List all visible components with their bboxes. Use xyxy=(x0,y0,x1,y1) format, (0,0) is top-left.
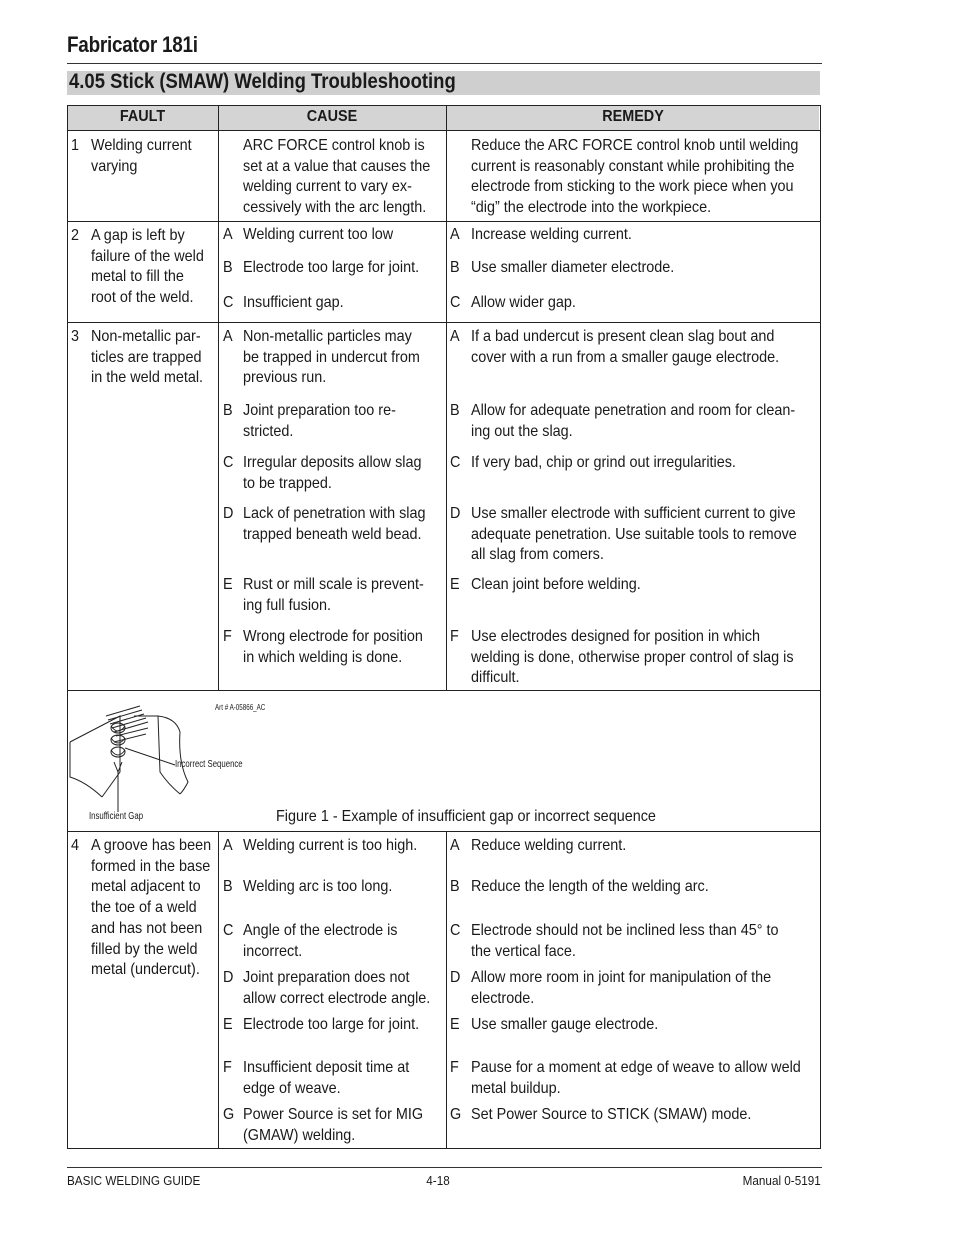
remedy-text: the vertical face. xyxy=(471,942,576,960)
cause-letter: E xyxy=(223,1016,233,1033)
cause-letter: C xyxy=(223,454,234,471)
cause-text: in which welding is done. xyxy=(243,648,403,666)
remedy-letter: C xyxy=(450,922,461,939)
cause-letter: E xyxy=(223,576,233,593)
cause-text: Welding current is too high. xyxy=(243,837,418,854)
cause-text: welding current to vary ex- xyxy=(243,178,412,196)
table-column-rule xyxy=(446,831,447,1149)
remedy-text: Reduce welding current. xyxy=(471,837,627,854)
table-column-rule xyxy=(218,105,219,691)
remedy-letter: G xyxy=(450,1106,462,1123)
fault-description: Non-metallic par- xyxy=(91,328,201,345)
cause-text: Electrode too large for joint. xyxy=(243,1016,420,1033)
figure-caption: Figure 1 - Example of insufficient gap or incorrect sequence xyxy=(276,808,656,825)
fault-description: in the weld metal. xyxy=(91,369,204,387)
cause-letter: D xyxy=(223,505,234,522)
cause-text: Insufficient deposit time at xyxy=(243,1059,410,1076)
remedy-text: Set Power Source to STICK (SMAW) mode. xyxy=(471,1106,752,1123)
remedy-text: current is reasonably constant while prohibiting the xyxy=(471,157,795,175)
cause-text: (GMAW) welding. xyxy=(243,1126,356,1144)
cause-letter: C xyxy=(223,922,234,939)
remedy-text: Use smaller gauge electrode. xyxy=(471,1016,659,1033)
fault-description: A gap is left by xyxy=(91,227,185,244)
remedy-text: welding is done, otherwise proper control of slag is xyxy=(471,648,794,666)
remedy-text: Increase welding current. xyxy=(471,226,632,243)
figure-label-insufficient-gap: Insufficient Gap xyxy=(89,811,144,822)
remedy-text: If a bad undercut is present clean slag bout and xyxy=(471,328,775,345)
table-column-rule xyxy=(218,831,219,1149)
remedy-text: Use electrodes designed for position in which xyxy=(471,628,760,645)
remedy-text: Allow wider gap. xyxy=(471,294,576,311)
product-title: Fabricator 181i xyxy=(67,32,198,57)
remedy-text: Pause for a moment at edge of weave to allow weld xyxy=(471,1059,801,1076)
cause-text: Power Source is set for MIG xyxy=(243,1106,424,1123)
fault-number: 4 xyxy=(71,837,80,854)
cause-text: Electrode too large for joint. xyxy=(243,259,420,276)
remedy-text: Reduce the ARC FORCE control knob until welding xyxy=(471,137,799,154)
footer-left: BASIC WELDING GUIDE xyxy=(67,1173,201,1188)
cause-text: stricted. xyxy=(243,422,294,440)
cause-text: ARC FORCE control knob is xyxy=(243,137,425,154)
table-rule xyxy=(67,130,821,131)
cause-text: Irregular deposits allow slag xyxy=(243,454,422,471)
cause-text: previous run. xyxy=(243,369,327,387)
remedy-text: Clean joint before welding. xyxy=(471,576,641,593)
footer-page-number: 4-18 xyxy=(426,1173,450,1188)
footer-divider xyxy=(67,1167,822,1168)
remedy-letter: D xyxy=(450,505,461,522)
cause-letter: C xyxy=(223,294,234,311)
fault-description: A groove has been xyxy=(91,837,212,854)
cause-text: Welding arc is too long. xyxy=(243,878,393,895)
remedy-letter: A xyxy=(450,328,460,345)
table-rule xyxy=(67,322,821,323)
fault-description: formed in the base xyxy=(91,857,211,875)
cause-text: allow correct electrode angle. xyxy=(243,989,431,1007)
cause-text: be trapped in undercut from xyxy=(243,348,420,366)
cause-text: Angle of the electrode is xyxy=(243,922,398,939)
remedy-letter: F xyxy=(450,1059,459,1076)
table-column-rule xyxy=(67,105,68,1149)
cause-text: edge of weave. xyxy=(243,1079,341,1097)
remedy-text: Use smaller diameter electrode. xyxy=(471,259,675,276)
table-column-rule xyxy=(446,105,447,691)
cause-letter: B xyxy=(223,402,233,419)
remedy-letter: E xyxy=(450,576,460,593)
table-rule xyxy=(67,105,821,106)
remedy-text: Use smaller electrode with sufficient current to give xyxy=(471,505,796,522)
fault-description: ticles are trapped xyxy=(91,348,202,366)
fault-description: metal adjacent to xyxy=(91,878,201,896)
cause-text: set at a value that causes the xyxy=(243,157,431,175)
cause-letter: A xyxy=(223,328,233,345)
table-rule xyxy=(67,831,821,832)
remedy-text: If very bad, chip or grind out irregularities. xyxy=(471,454,736,471)
weld-joint-illustration xyxy=(68,702,268,812)
fault-description: metal to fill the xyxy=(91,268,184,286)
remedy-text: ing out the slag. xyxy=(471,422,573,440)
cause-text: incorrect. xyxy=(243,942,303,960)
cause-text: Rust or mill scale is prevent- xyxy=(243,576,424,593)
cause-letter: B xyxy=(223,259,233,276)
remedy-letter: D xyxy=(450,969,461,986)
cause-text: Joint preparation too re- xyxy=(243,402,396,419)
fault-number: 2 xyxy=(71,227,80,244)
fault-number: 1 xyxy=(71,137,80,154)
remedy-text: “dig” the electrode into the workpiece. xyxy=(471,199,712,217)
fault-number: 3 xyxy=(71,328,80,345)
cause-text: Insufficient gap. xyxy=(243,294,344,311)
remedy-text: Allow for adequate penetration and room for clean- xyxy=(471,402,796,419)
cause-letter: B xyxy=(223,878,233,895)
table-rule xyxy=(67,1148,821,1149)
remedy-text: metal buildup. xyxy=(471,1079,561,1097)
remedy-letter: B xyxy=(450,878,460,895)
figure-art-number: Art # A-05866_AC xyxy=(215,703,266,712)
cause-text: to be trapped. xyxy=(243,474,332,492)
section-title: 4.05 Stick (SMAW) Welding Troubleshooting xyxy=(69,70,456,93)
fault-description: the toe of a weld xyxy=(91,899,197,917)
remedy-text: Reduce the length of the welding arc. xyxy=(471,878,709,895)
remedy-text: Allow more room in joint for manipulation of the xyxy=(471,969,772,986)
cause-text: Wrong electrode for position xyxy=(243,628,423,645)
fault-description: and has not been xyxy=(91,919,203,937)
column-header: CAUSE xyxy=(306,108,358,125)
footer-right: Manual 0-5191 xyxy=(742,1173,821,1188)
remedy-letter: B xyxy=(450,259,460,276)
cause-letter: G xyxy=(223,1106,235,1123)
remedy-letter: B xyxy=(450,402,460,419)
column-header: FAULT xyxy=(119,108,166,125)
fault-description: metal (undercut). xyxy=(91,961,200,979)
cause-text: trapped beneath weld bead. xyxy=(243,525,422,543)
cause-letter: A xyxy=(223,226,233,243)
cause-text: Lack of penetration with slag xyxy=(243,505,426,522)
fault-description: root of the weld. xyxy=(91,289,194,307)
table-rule xyxy=(67,221,821,222)
remedy-text: adequate penetration. Use suitable tools to remove xyxy=(471,525,797,543)
title-divider xyxy=(67,63,822,64)
figure-label-incorrect-sequence: Incorrect Sequence xyxy=(175,759,243,770)
cause-letter: F xyxy=(223,1059,232,1076)
remedy-text: cover with a run from a smaller gauge electrode. xyxy=(471,348,780,366)
cause-letter: D xyxy=(223,969,234,986)
remedy-letter: F xyxy=(450,628,459,645)
cause-text: cessively with the arc length. xyxy=(243,199,427,217)
fault-description: Welding current xyxy=(91,137,192,154)
fault-description: filled by the weld xyxy=(91,940,198,958)
remedy-letter: E xyxy=(450,1016,460,1033)
remedy-text: electrode from sticking to the work piece when you xyxy=(471,178,794,196)
cause-letter: A xyxy=(223,837,233,854)
remedy-text: difficult. xyxy=(471,669,520,687)
table-rule xyxy=(67,690,821,691)
cause-text: Welding current too low xyxy=(243,226,394,243)
fault-description: varying xyxy=(91,157,138,175)
table-column-rule xyxy=(820,105,821,1149)
cause-text: ing full fusion. xyxy=(243,596,332,614)
remedy-text: electrode. xyxy=(471,989,535,1007)
cause-text: Non-metallic particles may xyxy=(243,328,412,345)
remedy-text: all slag from comers. xyxy=(471,546,604,564)
remedy-letter: C xyxy=(450,454,461,471)
remedy-letter: A xyxy=(450,226,460,243)
fault-description: failure of the weld xyxy=(91,247,204,265)
cause-text: Joint preparation does not xyxy=(243,969,410,986)
remedy-letter: C xyxy=(450,294,461,311)
remedy-text: Electrode should not be inclined less than 45° to xyxy=(471,922,779,939)
column-header: REMEDY xyxy=(602,108,664,125)
cause-letter: F xyxy=(223,628,232,645)
remedy-letter: A xyxy=(450,837,460,854)
